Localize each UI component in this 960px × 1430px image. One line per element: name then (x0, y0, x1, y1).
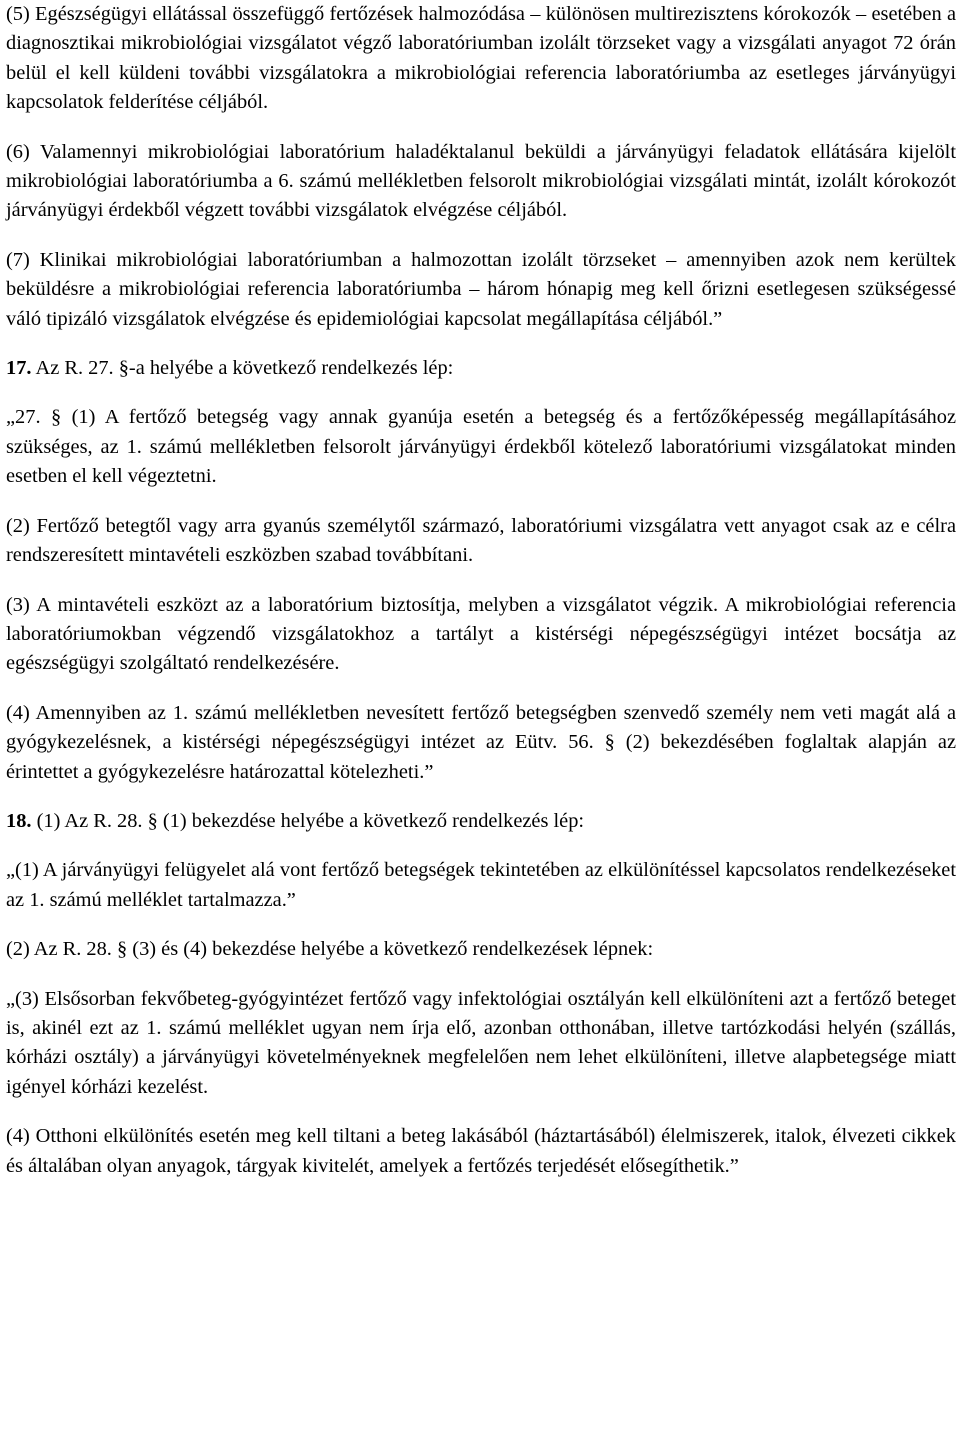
section-17-paragraph-4: (4) Amennyiben az 1. számú mellékletben nevesített fertőző betegségben szenvedő személy nem veti magát alá a gyógykezelésnek, a kistérségi népegészségügyi intézet az Eütv. 56. § (2) bekezdésében foglaltak alapján az érintettet a gyógykezelésre határozattal kötelezheti.” (6, 701, 956, 783)
section-18-text: (1) Az R. 28. § (1) bekezdése helyébe a következő rendelkezés lép: (31, 809, 585, 832)
paragraph-6: (6) Valamennyi mikrobiológiai laboratórium haladéktalanul beküldi a járványügyi feladatok ellátására kijelölt mikrobiológiai laboratóriumba a 6. számú mellékletben felsorolt mikrobiológiai vizsgálati mintát, izolált kórokozót járványügyi érdekből végzett további vizsgálatok elvégzése céljából. (6, 140, 956, 222)
paragraph-5: (5) Egészségügyi ellátással összefüggő fertőzések halmozódása – különösen multirezisztens kórokozók – esetében a diagnosztikai mikrobiológiai vizsgálatot végző laboratóriumban izolált törzseket vagy a vizsgálati anyagot 72 órán belül el kell küldeni további vizsgálatokra a mikrobiológiai referencia laboratóriumba az esetleges járványügyi kapcsolatok felderítése céljából. (6, 3, 956, 114)
section-17-paragraph-1: „27. § (1) A fertőző betegség vagy annak gyanúja esetén a betegség és a fertőzőképesség megállapításához szükséges, az 1. számú mellékletben felsorolt járványügyi érdekből kötelező laboratóriumi vizsgálatokat minden esetben el kell végeztetni. (6, 406, 956, 488)
section-18-paragraph-4: (4) Otthoni elkülönítés esetén meg kell tiltani a beteg lakásából (háztartásából) élelmiszerek, italok, élvezeti cikkek és általában olyan anyagok, tárgyak kivitelét, amelyek a fertőzés terjedését elősegíthetik.” (6, 1125, 956, 1177)
section-18-heading (6, 807, 956, 836)
document-page (6, 0, 956, 1201)
section-17-heading (6, 354, 956, 383)
section-18-paragraph-3: „(3) Elsősorban fekvőbeteg-gyógyintézet fertőző vagy infektológiai osztályán kell elkülöníteni azt a fertőző beteget is, akinél ezt az 1. számú melléklet ugyan nem írja elő, azonban otthonában, illetve tartózkodási helyén (szállás, kórházi osztály) a járványügyi követelményeknek megfelelően nem lehet elkülöníteni, illetve alapbetegsége miatt igényel kórházi kezelést. (6, 987, 956, 1098)
section-18-number: 18. (6, 809, 32, 832)
section-17-paragraph-3: (3) A mintavételi eszközt az a laboratórium biztosítja, melyben a vizsgálatot végzik. A mikrobiológiai referencia laboratóriumokban végzendő vizsgálatokhoz a tartályt a kistérségi népegészségügyi intézet bocsátja az egészségügyi szolgáltató rendelkezésére. (6, 593, 956, 675)
section-17-text: Az R. 27. §-a helyébe a következő rendelkezés lép: (31, 357, 454, 380)
section-17-number: 17. (6, 357, 32, 380)
paragraph-7: (7) Klinikai mikrobiológiai laboratóriumban a halmozottan izolált törzseket – amennyiben azok nem kerültek beküldésre a mikrobiológiai referencia laboratóriumba – három hónapig meg kell őrizni esetlegesen szükségessé váló tipizáló vizsgálatok elvégzése és epidemiológiai kapcsolat megállapítása céljából.” (6, 248, 956, 330)
section-17-paragraph-2: (2) Fertőző betegtől vagy arra gyanús személytől származó, laboratóriumi vizsgálatra vett anyagot csak az e célra rendszeresített mintavételi eszközben szabad továbbítani. (6, 514, 956, 567)
section-18-paragraph-2: (2) Az R. 28. § (3) és (4) bekezdése helyébe a következő rendelkezések lépnek: (6, 938, 654, 961)
section-18-paragraph-1: „(1) A járványügyi felügyelet alá vont fertőző betegségek tekintetében az elkülönítéssel kapcsolatos rendelkezéseket az 1. számú melléklet tartalmazza.” (6, 859, 956, 911)
